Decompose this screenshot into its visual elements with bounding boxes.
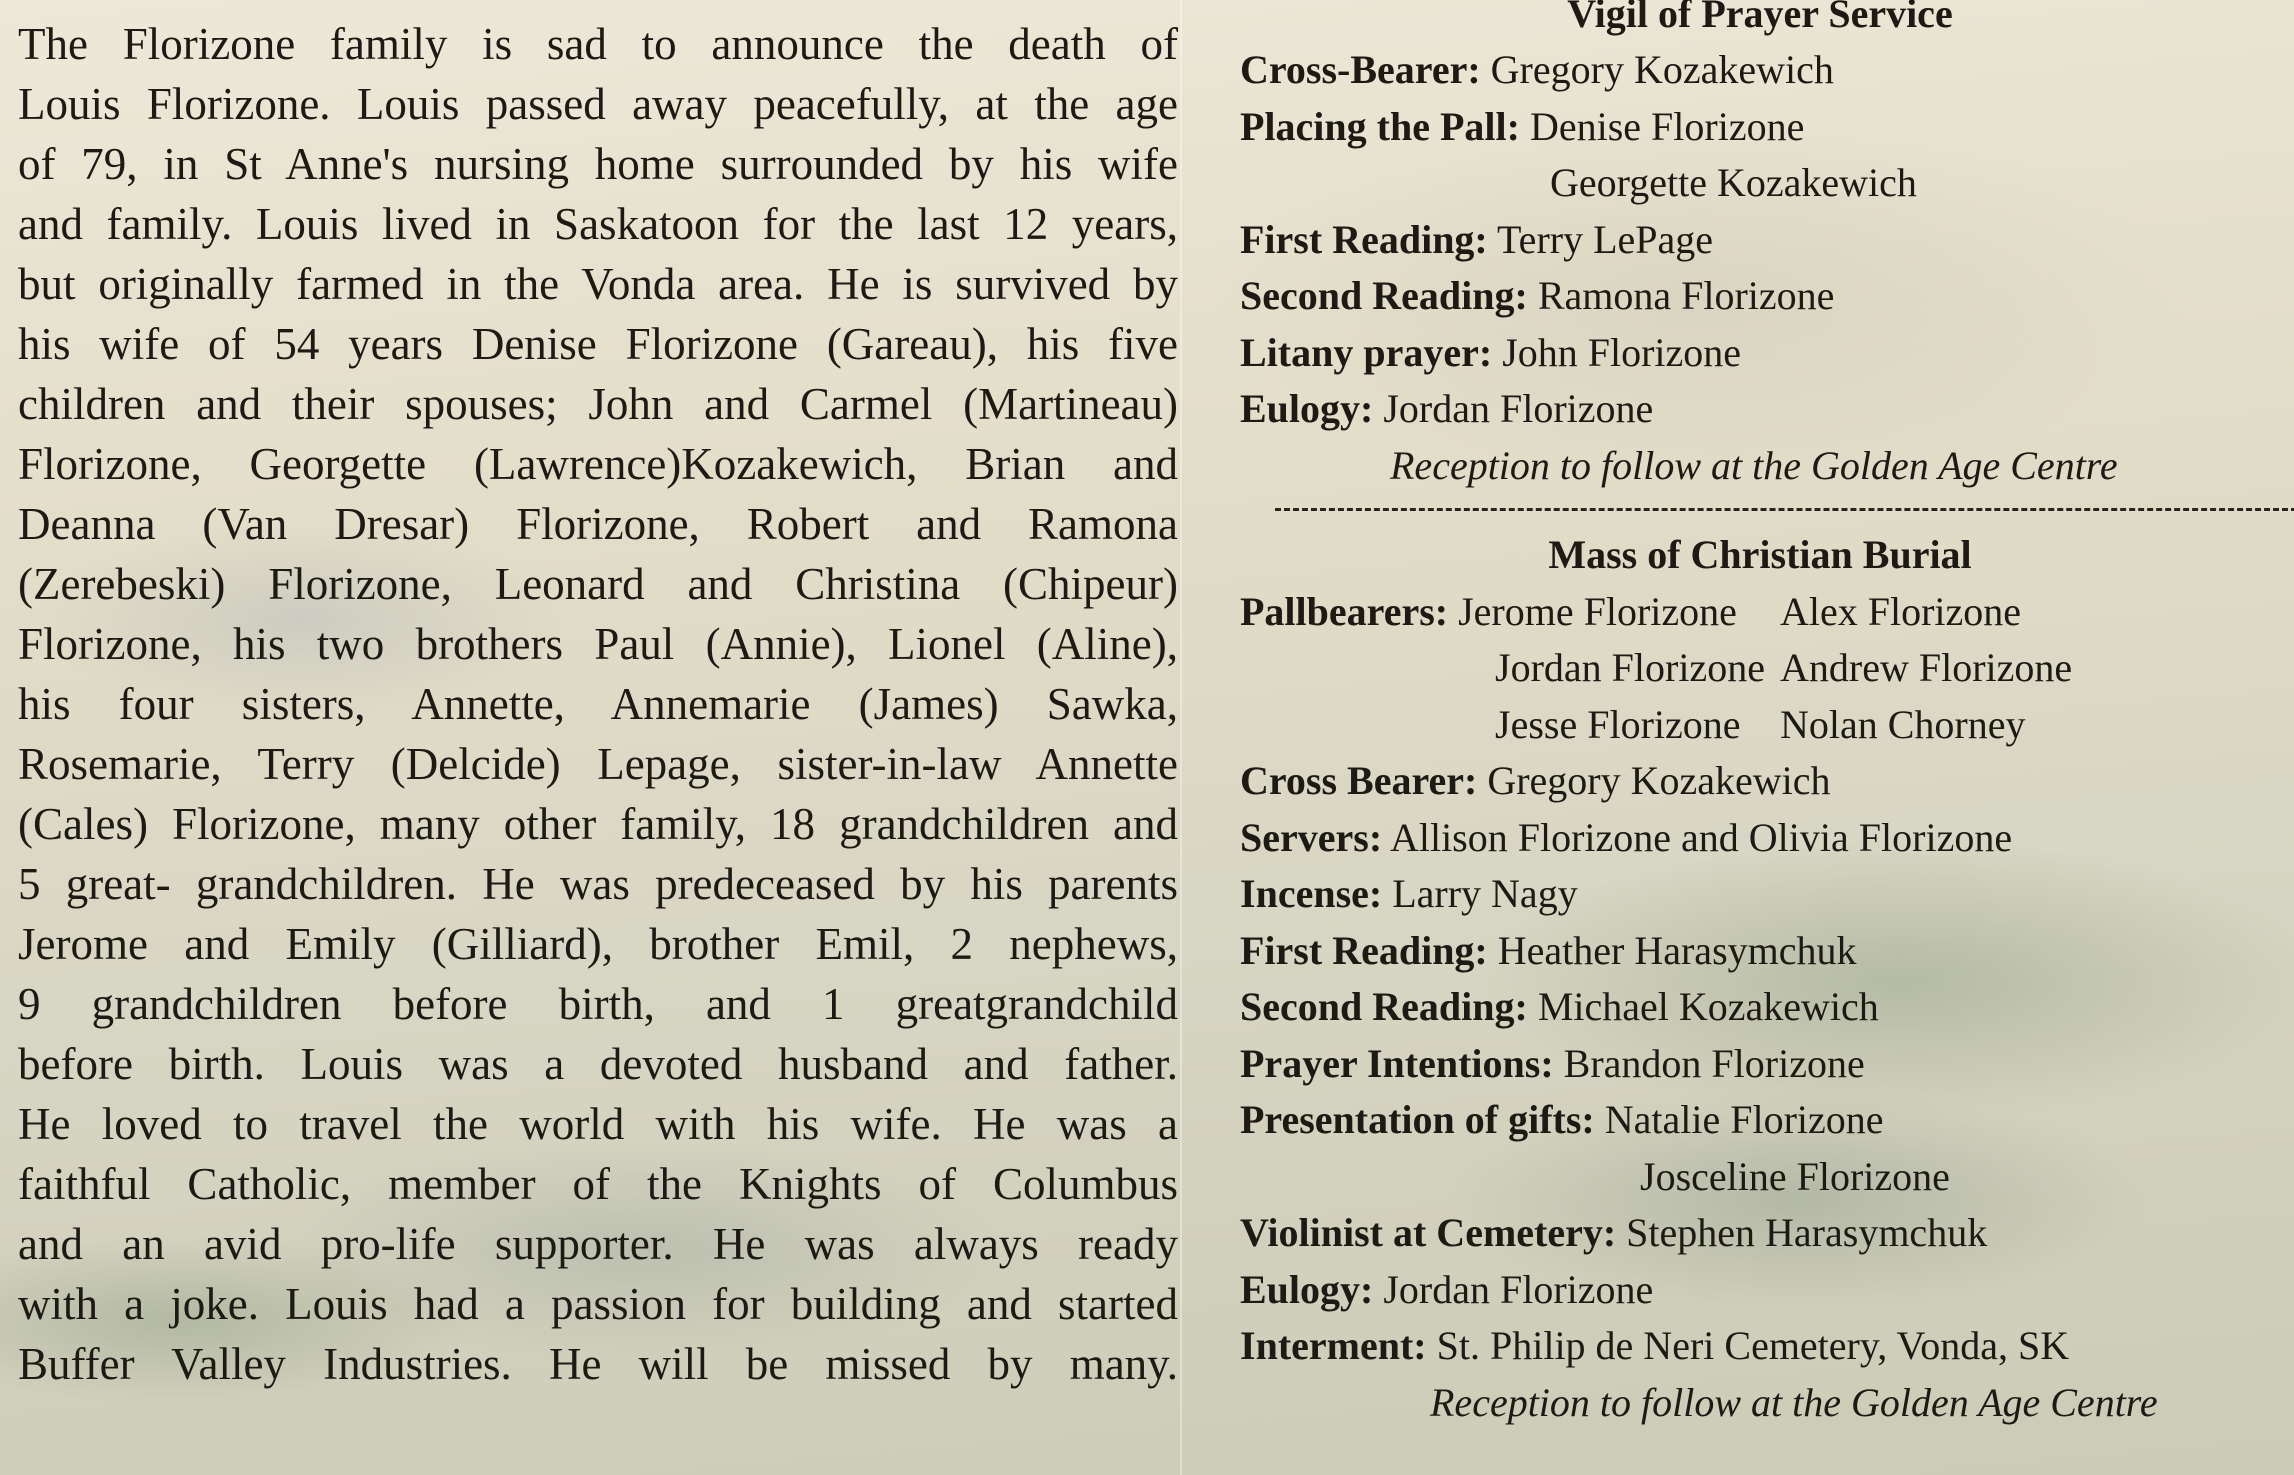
role-value: Georgette Kozakewich [1550,160,1917,205]
mass-second-reading [1240,979,2280,1036]
mass-gifts [1240,1092,2280,1149]
obituary-line: (Cales) Florizone, many other family, 18 grandchildren and [18,799,1178,849]
vigil-eulogy [1240,381,2280,438]
vigil-cross-bearer [1240,42,2280,99]
obituary-line: children and their spouses; John and Carmel (Martineau) [18,379,1178,429]
obituary-line: Florizone, Georgette (Lawrence)Kozakewich, Brian and [18,439,1178,489]
pallbearers-label-wrap [1240,584,1737,641]
mass-cross-bearer [1240,753,2280,810]
role-label: Pallbearers: [1240,588,1449,634]
role-value: Heather Harasymchuk [1487,927,1857,973]
role-value: Terry LePage [1487,216,1714,262]
role-value: Brandon Florizone [1553,1040,1865,1086]
obituary-line: his wife of 54 years Denise Florizone (Gareau), his five [18,319,1178,369]
pallbearer-name: Alex Florizone [1780,588,2022,634]
obituary-line: with a joke. Louis had a passion for building and started [18,1279,1178,1329]
pallbearer-name: Jerome Florizone [1458,588,1737,634]
role-label: First Reading: [1240,927,1488,973]
role-label: Placing the Pall: [1240,103,1520,149]
section-divider [1275,508,2294,511]
obituary-line: 9 grandchildren before birth, and 1 greatgrandchild [18,979,1178,1029]
pallbearers-row [1240,640,2280,697]
role-label: Cross Bearer: [1240,758,1478,803]
role-value: Larry Nagy [1382,871,1578,916]
vigil-litany [1240,325,2280,382]
mass-first-reading [1240,923,2280,980]
role-label: Servers: [1240,814,1383,860]
obituary-line: and an avid pro-life supporter. He was always ready [18,1219,1178,1269]
role-label: Cross-Bearer: [1240,47,1481,92]
mass-gifts-cont [1240,1149,2280,1206]
role-value: Michael Kozakewich [1527,984,1879,1029]
role-label: Second Reading: [1240,273,1528,318]
role-label: Interment: [1240,1323,1427,1368]
role-value: Natalie Florizone [1594,1097,1884,1142]
mass-eulogy [1240,1262,2280,1319]
role-value: Denise Florizone [1519,103,1805,149]
vigil-placing-pall [1240,99,2280,156]
pallbearer-name: Jordan Florizone [1495,645,1765,690]
role-value: St. Philip de Neri Cemetery, Vonda, SK [1426,1323,2070,1368]
obituary-line: Buffer Valley Industries. He will be missed by many. [18,1339,1178,1389]
role-label: Eulogy: [1240,386,1374,431]
card-fold [1180,0,1182,1475]
vigil-placing-pall-cont [1240,155,2280,212]
obituary-line: faithful Catholic, member of the Knights of Columbus [18,1159,1178,1209]
role-value: Jordan Florizone [1373,386,1654,431]
vigil-second-reading [1240,268,2280,325]
pallbearers-row [1240,584,2280,641]
vigil-reception-note: Reception to follow at the Golden Age Centre [1390,442,2118,488]
vigil-heading: Vigil of Prayer Service [1567,0,1953,36]
role-label: Presentation of gifts: [1240,1097,1595,1142]
obituary-line: (Zerebeski) Florizone, Leonard and Christina (Chipeur) [18,559,1178,609]
pallbearer-name: Jesse Florizone [1495,701,1741,747]
role-label: Incense: [1240,871,1383,916]
role-value: Josceline Florizone [1640,1153,1950,1199]
role-value: Allison Florizone and Olivia Florizone [1382,814,2013,860]
role-value: Gregory Kozakewich [1477,758,1831,803]
role-label: Violinist at Cemetery: [1240,1210,1617,1255]
obituary-text [18,14,1178,1394]
pallbearer-name: Nolan Chorney [1780,701,2026,747]
role-label: Eulogy: [1240,1266,1374,1312]
mass-interment [1240,1318,2280,1375]
mass-violinist [1240,1205,2280,1262]
mass-reception-note: Reception to follow at the Golden Age Centre [1430,1379,2158,1425]
mass-prayer-intentions [1240,1036,2280,1093]
obituary-line: Deanna (Van Dresar) Florizone, Robert and Ramona [18,499,1178,549]
service-program [1240,0,2280,1431]
role-label: Prayer Intentions: [1240,1040,1554,1086]
obituary-line: Jerome and Emily (Gilliard), brother Emil, 2 nephews, [18,919,1178,969]
pallbearer-name: Andrew Florizone [1780,645,2073,690]
obituary-line: his four sisters, Annette, Annemarie (James) Sawka, [18,679,1178,729]
obituary-line: Louis Florizone. Louis passed away peacefully, at the age [18,79,1178,129]
role-value: John Florizone [1492,329,1742,375]
role-value: Ramona Florizone [1527,273,1835,318]
mass-servers [1240,810,2280,867]
obituary-line: 5 great- grandchildren. He was predeceased by his parents [18,859,1178,909]
role-value: Stephen Harasymchuk [1616,1210,1988,1255]
obituary-line: Rosemarie, Terry (Delcide) Lepage, sister-in-law Annette [18,739,1178,789]
vigil-first-reading [1240,212,2280,269]
obituary-line: of 79, in St Anne's nursing home surrounded by his wife [18,139,1178,189]
role-label: Second Reading: [1240,984,1528,1029]
mass-incense [1240,866,2280,923]
role-value: Gregory Kozakewich [1480,47,1834,92]
role-value: Jordan Florizone [1373,1266,1654,1312]
role-label: First Reading: [1240,216,1488,262]
obituary-line: before birth. Louis was a devoted husband and father. [18,1039,1178,1089]
obituary-line: Florizone, his two brothers Paul (Annie), Lionel (Aline), [18,619,1178,669]
pallbearers-row [1240,697,2280,754]
obituary-line: The Florizone family is sad to announce the death of [18,19,1178,69]
role-label: Litany prayer: [1240,329,1493,375]
obituary-line: and family. Louis lived in Saskatoon for the last 12 years, [18,199,1178,249]
mass-heading: Mass of Christian Burial [1548,532,1972,577]
obituary-line: He loved to travel the world with his wife. He was a [18,1099,1178,1149]
obituary-line: but originally farmed in the Vonda area. He is survived by [18,259,1178,309]
